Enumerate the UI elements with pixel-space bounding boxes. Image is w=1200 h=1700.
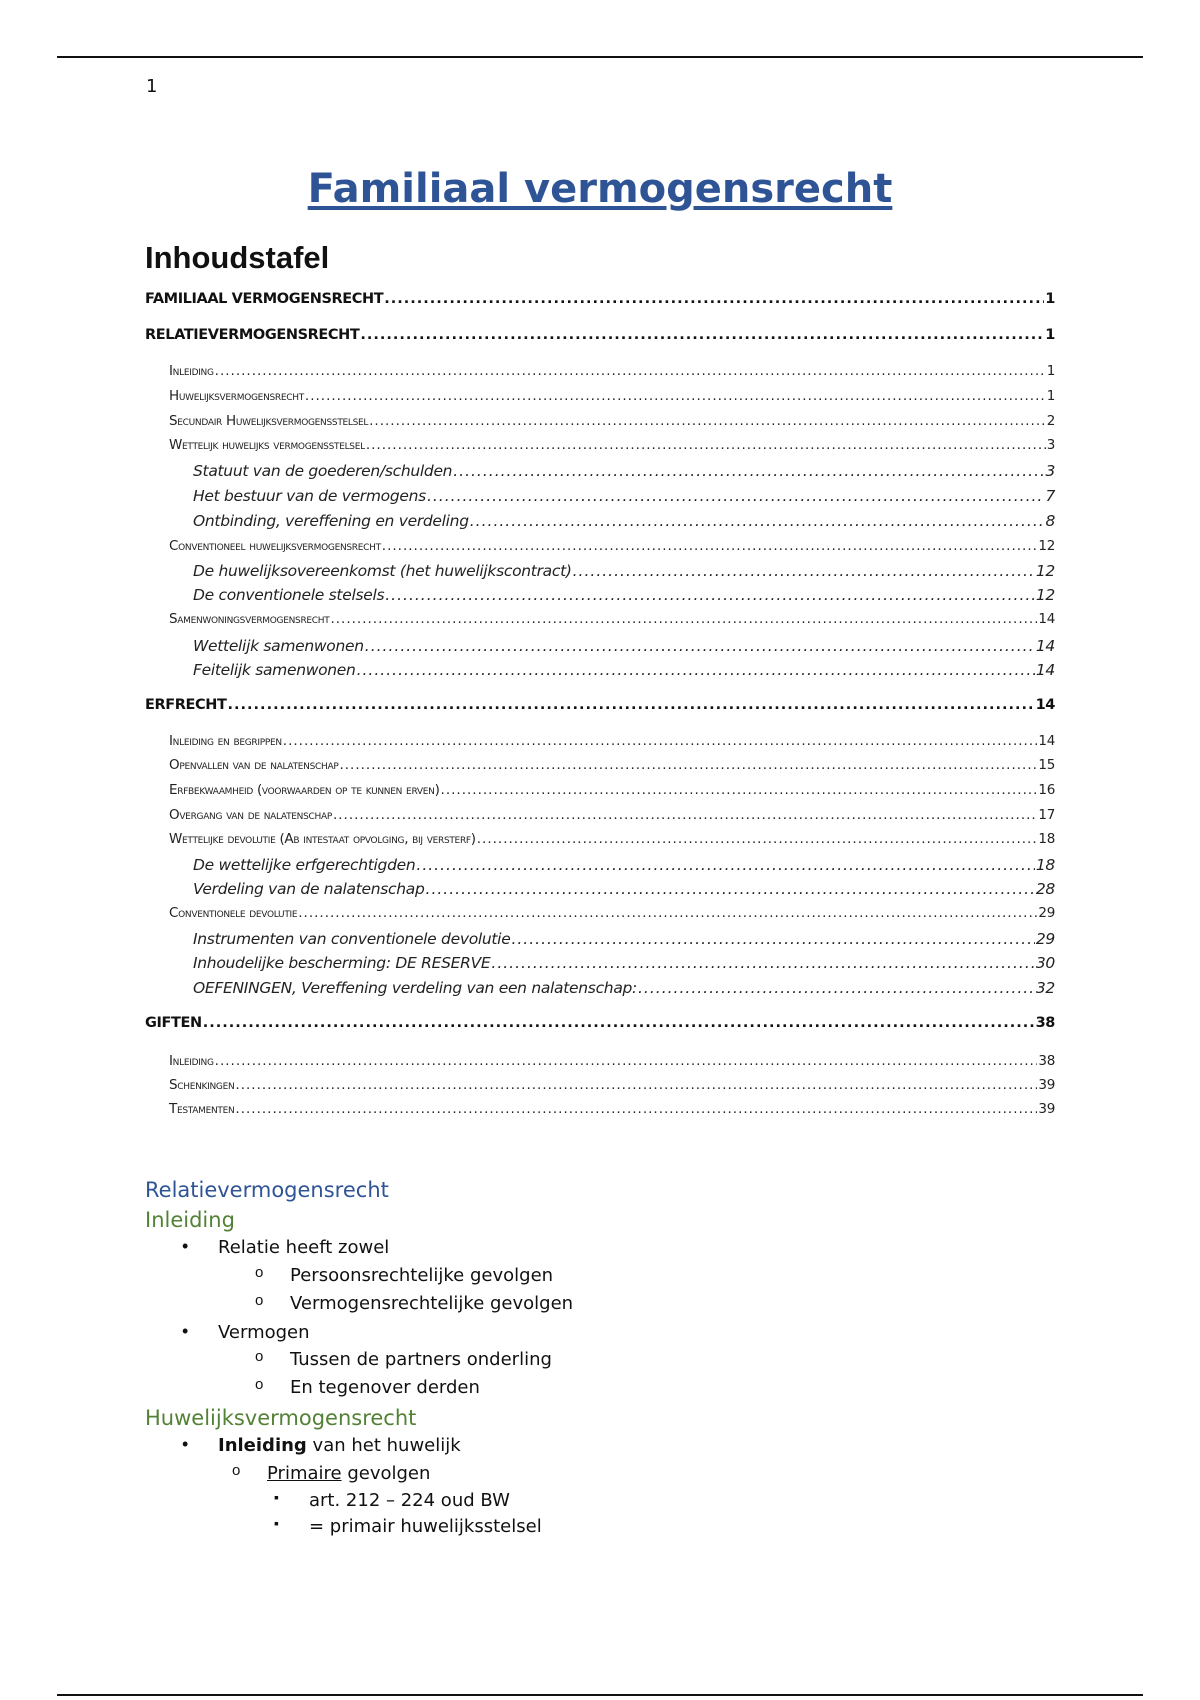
toc-entry-page: 39 [1038, 1101, 1055, 1117]
toc-entry[interactable] [145, 880, 1055, 902]
toc-entry-page: 15 [1038, 757, 1055, 773]
toc-entry[interactable] [145, 979, 1055, 1001]
toc-leader-dots [573, 562, 1035, 580]
toc-leader-dots [339, 757, 1037, 773]
toc-entry-page: 12 [1038, 538, 1055, 554]
bullet-square: ▪ [274, 1515, 279, 1531]
toc-entry-page: 14 [1035, 697, 1055, 713]
toc-entry-label: Erfbekwaamheid (voorwaarden op te kunnen erven) [169, 782, 440, 798]
toc-entry[interactable] [145, 611, 1055, 633]
toc-entry[interactable] [145, 388, 1055, 410]
toc-entry-label: Overgang van de nalatenschap [169, 807, 332, 823]
toc-entry-page: 1 [1045, 291, 1055, 307]
bullet-circle: o [255, 1376, 264, 1393]
toc-entry-label: Statuut van de goederen/schulden [193, 462, 453, 480]
toc-entry-page: 12 [1035, 562, 1055, 580]
subsection-heading-huwelijksvermogensrecht: Huwelijksvermogensrecht [145, 1406, 417, 1430]
toc-entry[interactable] [145, 413, 1055, 435]
toc-entry-label: Inleiding [169, 1053, 214, 1069]
text: van het huwelijk [306, 1435, 461, 1456]
toc-leader-dots [305, 388, 1046, 404]
toc-entry-page: 7 [1045, 487, 1055, 505]
toc-entry-page: 3 [1046, 437, 1055, 453]
toc-entry[interactable] [145, 954, 1055, 976]
toc-entry[interactable] [145, 562, 1055, 584]
toc-leader-dots [333, 807, 1037, 823]
toc-entry-page: 18 [1035, 856, 1055, 874]
toc-leader-dots [330, 611, 1037, 627]
toc-entry-page: 28 [1035, 880, 1055, 898]
toc-entry-page: 30 [1035, 954, 1055, 972]
toc-entry-page: 32 [1035, 979, 1055, 997]
toc-entry[interactable] [145, 291, 1055, 313]
toc-entry-label: Inleiding [169, 363, 214, 379]
toc-entry-label: Conventioneel huwelijksvermogensrecht [169, 538, 381, 554]
toc-entry[interactable] [145, 1053, 1055, 1075]
footer-rule [57, 1694, 1143, 1696]
toc-leader-dots [382, 538, 1038, 554]
toc-entry-label: Inhoudelijke bescherming: DE RESERVE [193, 954, 491, 972]
toc-entry[interactable] [145, 831, 1055, 853]
toc-entry-page: 3 [1045, 462, 1055, 480]
toc-heading: Inhoudstafel [145, 240, 330, 275]
toc-leader-dots [228, 697, 1035, 713]
bullet-disc: • [182, 1434, 189, 1454]
toc-entry-label: Secundair Huwelijksvermogensstelsel [169, 413, 369, 429]
list-item [218, 1435, 461, 1456]
list-item: art. 212 – 224 oud BW [309, 1490, 510, 1511]
toc-leader-dots [235, 1101, 1037, 1117]
toc-entry-page: 1 [1046, 363, 1055, 379]
toc-entry[interactable] [145, 512, 1055, 534]
toc-entry-page: 16 [1038, 782, 1055, 798]
toc-leader-dots [384, 291, 1044, 307]
toc-entry-label: Wettelijk huwelijks vermogensstelsel [169, 437, 365, 453]
toc-entry[interactable] [145, 462, 1055, 484]
toc-entry-label: Verdeling van de nalatenschap [193, 880, 425, 898]
toc-leader-dots [441, 782, 1038, 798]
toc-entry-label: Huwelijksvermogensrecht [169, 388, 304, 404]
toc-leader-dots [477, 831, 1038, 847]
bullet-circle: o [255, 1264, 264, 1281]
toc-entry[interactable] [145, 697, 1055, 719]
bold-text: Inleiding [218, 1435, 307, 1456]
section-heading-relatievermogensrecht: Relatievermogensrecht [145, 1178, 389, 1202]
toc-leader-dots [203, 1015, 1035, 1031]
toc-entry[interactable] [145, 487, 1055, 509]
toc-entry-page: 17 [1038, 807, 1055, 823]
toc-leader-dots [369, 413, 1046, 429]
page-number: 1 [146, 76, 158, 97]
toc-entry-page: 1 [1046, 388, 1055, 404]
toc-entry[interactable] [145, 757, 1055, 779]
toc-leader-dots [491, 954, 1034, 972]
toc-entry-page: 39 [1038, 1077, 1055, 1093]
toc-entry-label: Feitelijk samenwonen [193, 661, 356, 679]
toc-entry-page: 14 [1035, 661, 1055, 679]
toc-entry[interactable] [145, 661, 1055, 683]
toc-entry-label: Het bestuur van de vermogens [193, 487, 426, 505]
toc-entry-label: Instrumenten van conventionele devolutie [193, 930, 511, 948]
toc-leader-dots [385, 586, 1035, 604]
document-title: Familiaal vermogensrecht [307, 166, 893, 212]
bullet-circle: o [255, 1292, 264, 1309]
toc-leader-dots [215, 1053, 1038, 1069]
toc-entry-label: Samenwoningsvermogensrecht [169, 611, 330, 627]
toc-entry[interactable] [145, 782, 1055, 804]
underlined-text: Primaire [267, 1463, 342, 1484]
toc-leader-dots [360, 327, 1044, 343]
list-item: Vermogen [218, 1322, 310, 1343]
toc-entry[interactable] [145, 856, 1055, 878]
subsection-heading-inleiding: Inleiding [145, 1208, 235, 1232]
toc-entry-page: 12 [1035, 586, 1055, 604]
toc-leader-dots [453, 462, 1044, 480]
list-item: En tegenover derden [290, 1377, 480, 1398]
header-rule [57, 56, 1143, 58]
list-item [267, 1463, 430, 1484]
toc-leader-dots [470, 512, 1045, 530]
toc-leader-dots [511, 930, 1034, 948]
toc-entry-label: Schenkingen [169, 1077, 235, 1093]
toc-entry-label: De conventionele stelsels [193, 586, 385, 604]
toc-leader-dots [357, 661, 1035, 679]
toc-entry-label: Inleiding en begrippen [169, 733, 282, 749]
toc-entry[interactable] [145, 363, 1055, 385]
toc-entry-label: FAMILIAAL VERMOGENSRECHT [145, 291, 384, 307]
list-item: = primair huwelijksstelsel [309, 1516, 542, 1537]
toc-entry-label: Wettelijke devolutie (Ab intestaat opvolging, bij versterf) [169, 831, 476, 847]
list-item: Vermogensrechtelijke gevolgen [290, 1293, 574, 1314]
toc-entry-page: 29 [1035, 930, 1055, 948]
toc-entry-label: Openvallen van de nalatenschap [169, 757, 339, 773]
toc-entry-label: De huwelijksovereenkomst (het huwelijkscontract) [193, 562, 572, 580]
toc-entry-label: ERFRECHT [145, 697, 227, 713]
toc-leader-dots [366, 437, 1046, 453]
toc-entry[interactable] [145, 930, 1055, 952]
toc-entry[interactable] [145, 637, 1055, 659]
toc-entry[interactable] [145, 538, 1055, 560]
toc-leader-dots [638, 979, 1035, 997]
list-item: Tussen de partners onderling [290, 1349, 552, 1370]
toc-leader-dots [427, 487, 1045, 505]
bullet-square: ▪ [274, 1489, 279, 1505]
text: gevolgen [341, 1463, 431, 1484]
toc-entry-page: 29 [1038, 905, 1055, 921]
toc-entry-page: 14 [1035, 637, 1055, 655]
toc-entry[interactable] [145, 733, 1055, 755]
list-item: Persoonsrechtelijke gevolgen [290, 1265, 554, 1286]
toc-leader-dots [215, 363, 1046, 379]
toc-entry-page: 8 [1045, 512, 1055, 530]
bullet-circle: o [255, 1348, 264, 1365]
toc-entry-page: 18 [1038, 831, 1055, 847]
toc-leader-dots [416, 856, 1034, 874]
toc-entry-page: 38 [1038, 1053, 1055, 1069]
toc-entry-label: RELATIEVERMOGENSRECHT [145, 327, 360, 343]
bullet-disc: • [182, 1321, 189, 1341]
toc-entry-label: GIFTEN [145, 1015, 202, 1031]
toc-entry-page: 1 [1045, 327, 1055, 343]
toc-leader-dots [235, 1077, 1037, 1093]
toc-leader-dots [365, 637, 1035, 655]
toc-entry-label: Wettelijk samenwonen [193, 637, 364, 655]
toc-entry-label: De wettelijke erfgerechtigden [193, 856, 416, 874]
toc-entry[interactable] [145, 905, 1055, 927]
toc-entry-label: OEFENINGEN, Vereffening verdeling van een nalatenschap: [193, 979, 637, 997]
toc-entry[interactable] [145, 1101, 1055, 1123]
toc-entry-page: 14 [1038, 611, 1055, 627]
toc-entry[interactable] [145, 586, 1055, 608]
toc-leader-dots [283, 733, 1038, 749]
toc-entry-page: 2 [1046, 413, 1055, 429]
toc-leader-dots [298, 905, 1037, 921]
toc-entry[interactable] [145, 807, 1055, 829]
toc-entry-page: 14 [1038, 733, 1055, 749]
bullet-disc: • [182, 1236, 189, 1256]
toc-entry[interactable] [145, 1077, 1055, 1099]
toc-entry-label: Conventionele devolutie [169, 905, 298, 921]
list-item: Relatie heeft zowel [218, 1237, 390, 1258]
toc-entry[interactable] [145, 1015, 1055, 1037]
toc-entry-label: Testamenten [169, 1101, 235, 1117]
toc-entry[interactable] [145, 437, 1055, 459]
toc-leader-dots [426, 880, 1035, 898]
bullet-circle: o [232, 1462, 241, 1479]
toc-entry-label: Ontbinding, vereffening en verdeling [193, 512, 469, 530]
toc-entry[interactable] [145, 327, 1055, 349]
toc-entry-page: 38 [1035, 1015, 1055, 1031]
